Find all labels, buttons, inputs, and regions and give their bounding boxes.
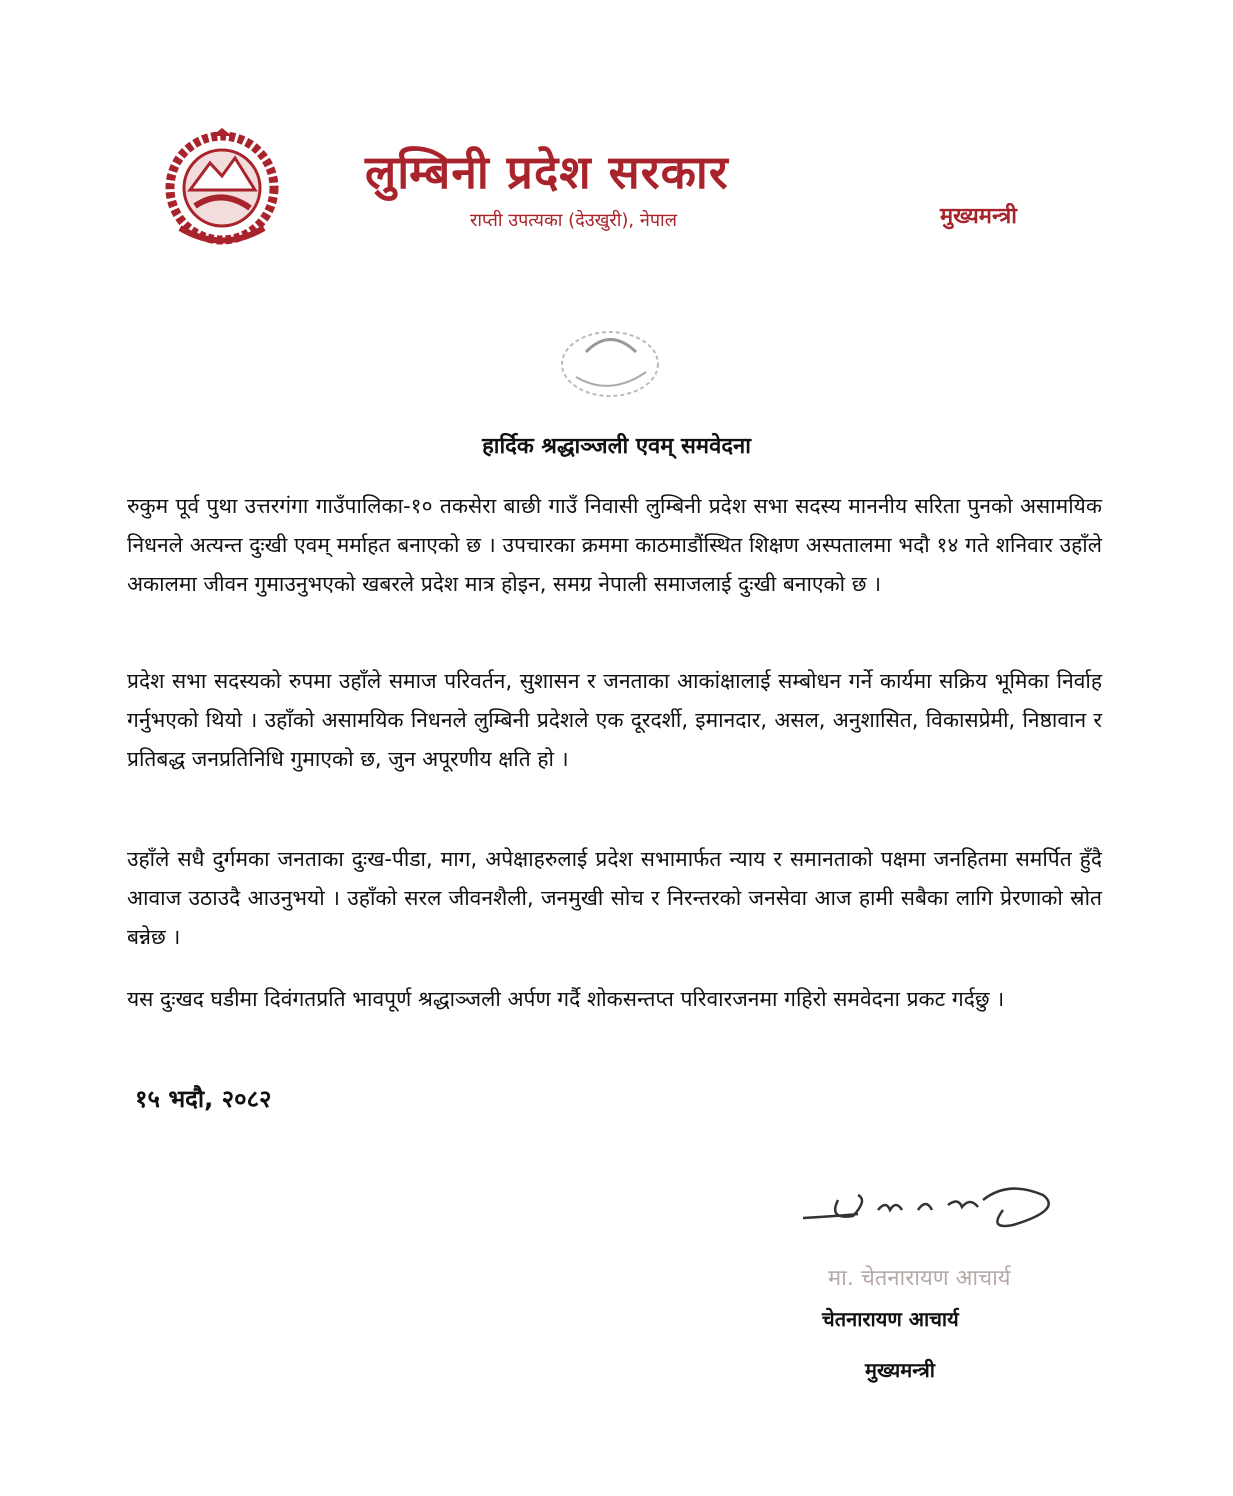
- signatory-stamp: मा. चेतनारायण आचार्य: [828, 1266, 1011, 1291]
- nepal-emblem-logo: [160, 128, 284, 248]
- government-title: लुम्बिनी प्रदेश सरकार: [365, 145, 729, 199]
- government-address: राप्ती उपत्यका (देउखुरी), नेपाल: [470, 210, 677, 231]
- signatory-name: चेतनारायण आचार्य: [822, 1307, 959, 1331]
- signatory-role: मुख्यमन्त्री: [865, 1358, 935, 1382]
- body-paragraph: उहाँले सधै दुर्गमका जनताका दुःख-पीडा, माग, अपेक्षाहरुलाई प्रदेश सभामार्फत न्याय र समानताको पक्षमा जनहितमा समर्पित हुँदै आवाज उठाउदै आउनुभयो । उहाँको सरल जीवनशैली, जनमुखी सोच र निरन्तरको जनसेवा आज हामी सबैका लागि प्रेरणाको स्रोत बन्नेछ ।: [127, 847, 1102, 949]
- document-date: १५ भदौ, २०८२: [135, 1085, 272, 1113]
- handwritten-signature: [798, 1180, 1068, 1240]
- office-label: मुख्यमन्त्री: [940, 204, 1017, 229]
- office-seal-stamp: [556, 322, 664, 402]
- body-paragraph: प्रदेश सभा सदस्यको रुपमा उहाँले समाज परिवर्तन, सुशासन र जनताका आकांक्षालाई सम्बोधन गर्ने कार्यमा सक्रिय भूमिका निर्वाह गर्नुभएको थियो । उहाँको असामयिक निधनले लुम्बिनी प्रदेशले एक दूरदर्शी, इमानदार, असल, अनुशासित, विकासप्रेमी, निष्ठावान र प्रतिबद्ध जनप्रतिनिधि गुमाएको छ, जुन अपूरणीय क्षति हो ।: [127, 669, 1102, 771]
- body-paragraph: यस दुःखद घडीमा दिवंगतप्रति भावपूर्ण श्रद्धाञ्जली अर्पण गर्दै शोकसन्तप्त परिवारजनमा गहिरो समवेदना प्रकट गर्दछु ।: [127, 987, 1005, 1011]
- body-paragraph: रुकुम पूर्व पुथा उत्तरगंगा गाउँपालिका-१० तकसेरा बाछी गाउँ निवासी लुम्बिनी प्रदेश सभा सदस्य माननीय सरिता पुनको असामयिक निधनले अत्यन्त दुःखी एवम् मर्माहत बनाएको छ । उपचारका क्रममा काठमाडौंस्थित शिक्षण अस्पतालमा भदौ १४ गते शनिवार उहाँले अकालमा जीवन गुमाउनुभएको खबरले प्रदेश मात्र होइन, समग्र नेपाली समाजलाई दुःखी बनाएको छ ।: [127, 494, 1102, 596]
- document-heading: हार्दिक श्रद्धाञ्जली एवम् समवेदना: [482, 434, 751, 459]
